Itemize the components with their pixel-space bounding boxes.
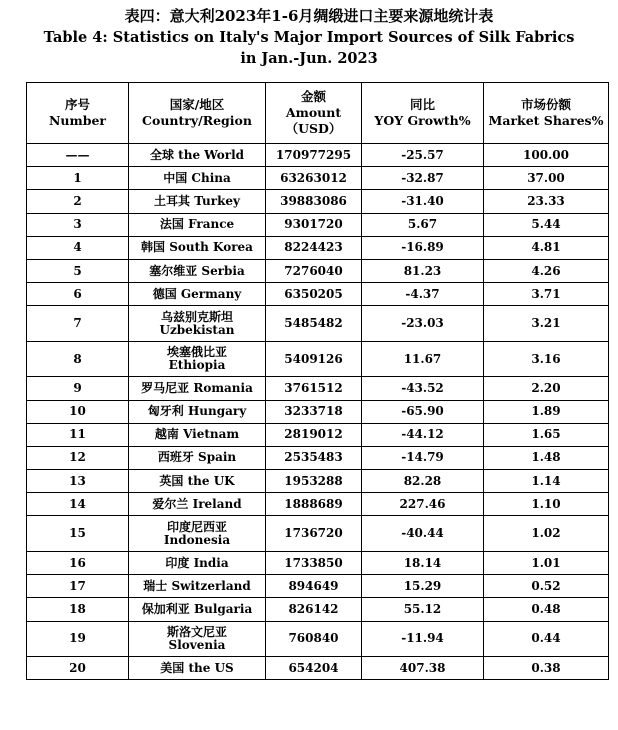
row-amount: 1733850 xyxy=(266,551,362,574)
country-zh: 美国 xyxy=(160,660,185,675)
country-zh: 英国 xyxy=(159,473,184,488)
title-block xyxy=(0,0,618,69)
row-amount: 1953288 xyxy=(266,470,362,493)
row-yoy: 407.38 xyxy=(362,657,484,680)
table-row xyxy=(27,657,609,680)
country-zh: 韩国 xyxy=(141,240,166,255)
country-en: Spain xyxy=(198,450,237,465)
country-en: Hungary xyxy=(187,404,247,419)
table-row xyxy=(27,283,609,306)
row-amount: 1888689 xyxy=(266,493,362,516)
table-row xyxy=(27,259,609,282)
row-yoy: -44.12 xyxy=(362,423,484,446)
row-number: 12 xyxy=(27,446,129,469)
row-yoy: 81.23 xyxy=(362,259,484,282)
header-share-en: Market Shares% xyxy=(488,113,604,128)
row-country xyxy=(129,598,266,621)
row-country xyxy=(129,377,266,400)
row-share: 0.44 xyxy=(484,621,609,657)
country-en: Romania xyxy=(193,380,253,395)
title-english-line1: Table 4: Statistics on Italy's Major Import Sources of Silk Fabrics xyxy=(43,29,575,46)
row-share: 1.65 xyxy=(484,423,609,446)
row-yoy: -23.03 xyxy=(362,306,484,342)
row-amount: 170977295 xyxy=(266,144,362,167)
country-zh: 法国 xyxy=(159,217,184,232)
row-country xyxy=(129,144,266,167)
row-amount: 8224423 xyxy=(266,236,362,259)
row-country xyxy=(129,167,266,190)
row-amount: 760840 xyxy=(266,621,362,657)
country-en: France xyxy=(188,217,235,232)
country-zh: 埃塞俄比亚 xyxy=(166,345,227,360)
row-number: 14 xyxy=(27,493,129,516)
row-number: 13 xyxy=(27,470,129,493)
row-amount: 39883086 xyxy=(266,190,362,213)
row-share: 1.14 xyxy=(484,470,609,493)
country-zh: 印度 xyxy=(165,555,190,570)
row-country xyxy=(129,259,266,282)
country-zh: 中国 xyxy=(163,170,188,185)
row-number: 19 xyxy=(27,621,129,657)
table-row xyxy=(27,470,609,493)
row-amount: 6350205 xyxy=(266,283,362,306)
row-number: 16 xyxy=(27,551,129,574)
row-yoy: -14.79 xyxy=(362,446,484,469)
row-number: 18 xyxy=(27,598,129,621)
table-row xyxy=(27,493,609,516)
header-yoy-en: YOY Growth% xyxy=(374,113,471,128)
country-en: the US xyxy=(188,660,234,675)
row-share: 1.89 xyxy=(484,400,609,423)
country-zh: 斯洛文尼亚 xyxy=(166,624,227,639)
row-share: 1.10 xyxy=(484,493,609,516)
table-row xyxy=(27,144,609,167)
row-share: 3.71 xyxy=(484,283,609,306)
country-en: South Korea xyxy=(169,240,253,255)
row-country xyxy=(129,657,266,680)
row-number: 17 xyxy=(27,575,129,598)
country-zh: 印度尼西亚 xyxy=(166,519,227,534)
row-share: 2.20 xyxy=(484,377,609,400)
row-yoy: 5.67 xyxy=(362,213,484,236)
country-en: Indonesia xyxy=(163,532,231,547)
row-country xyxy=(129,400,266,423)
country-en: Uzbekistan xyxy=(159,322,235,337)
row-amount: 7276040 xyxy=(266,259,362,282)
country-en: Germany xyxy=(180,286,242,301)
title-english-line2: in Jan.-Jun. 2023 xyxy=(240,50,378,67)
row-share: 23.33 xyxy=(484,190,609,213)
row-yoy: 82.28 xyxy=(362,470,484,493)
table-row xyxy=(27,551,609,574)
table-row xyxy=(27,341,609,377)
row-amount: 5409126 xyxy=(266,341,362,377)
header-amount xyxy=(266,83,362,144)
header-amount-en: Amount xyxy=(285,105,342,120)
table-row xyxy=(27,423,609,446)
header-number xyxy=(27,83,129,144)
row-number: 10 xyxy=(27,400,129,423)
country-en: the World xyxy=(178,147,245,162)
row-share: 3.16 xyxy=(484,341,609,377)
country-zh: 保加利亚 xyxy=(141,601,190,616)
row-yoy: -40.44 xyxy=(362,516,484,552)
table-row xyxy=(27,306,609,342)
row-amount: 2535483 xyxy=(266,446,362,469)
row-yoy: 227.46 xyxy=(362,493,484,516)
row-number: 11 xyxy=(27,423,129,446)
country-zh: 全球 xyxy=(149,147,174,162)
row-number: —— xyxy=(27,144,129,167)
row-amount: 9301720 xyxy=(266,213,362,236)
country-en: Bulgaria xyxy=(193,601,253,616)
country-en: China xyxy=(191,170,231,185)
row-amount: 63263012 xyxy=(266,167,362,190)
row-yoy: -4.37 xyxy=(362,283,484,306)
header-share xyxy=(484,83,609,144)
table-row xyxy=(27,236,609,259)
row-number: 20 xyxy=(27,657,129,680)
row-share: 0.48 xyxy=(484,598,609,621)
country-zh: 瑞士 xyxy=(143,578,168,593)
header-amount-zh: 金额 xyxy=(300,89,326,104)
row-yoy: 18.14 xyxy=(362,551,484,574)
header-number-zh: 序号 xyxy=(64,97,90,112)
row-share: 1.02 xyxy=(484,516,609,552)
row-number: 7 xyxy=(27,306,129,342)
row-country xyxy=(129,283,266,306)
table-row xyxy=(27,400,609,423)
row-number: 2 xyxy=(27,190,129,213)
header-country-zh: 国家/地区 xyxy=(169,97,225,112)
import-sources-table xyxy=(26,82,609,680)
row-yoy: 55.12 xyxy=(362,598,484,621)
table-row xyxy=(27,598,609,621)
country-en: Ireland xyxy=(192,496,242,511)
row-amount: 1736720 xyxy=(266,516,362,552)
row-yoy: -31.40 xyxy=(362,190,484,213)
row-share: 1.48 xyxy=(484,446,609,469)
row-country xyxy=(129,516,266,552)
row-amount: 3761512 xyxy=(266,377,362,400)
row-share: 3.21 xyxy=(484,306,609,342)
country-en: the UK xyxy=(187,473,235,488)
row-country xyxy=(129,213,266,236)
table-header-row xyxy=(27,83,609,144)
header-yoy xyxy=(362,83,484,144)
row-country xyxy=(129,493,266,516)
row-amount: 3233718 xyxy=(266,400,362,423)
country-zh: 西班牙 xyxy=(157,450,194,465)
row-country xyxy=(129,236,266,259)
row-country xyxy=(129,470,266,493)
row-share: 100.00 xyxy=(484,144,609,167)
header-share-zh: 市场份额 xyxy=(520,97,571,112)
country-zh: 乌兹别克斯坦 xyxy=(160,309,233,324)
row-number: 9 xyxy=(27,377,129,400)
country-en: Serbia xyxy=(201,263,245,278)
header-number-en: Number xyxy=(48,113,107,128)
table-row xyxy=(27,575,609,598)
country-en: Switzerland xyxy=(171,578,251,593)
table-row xyxy=(27,377,609,400)
row-yoy: -11.94 xyxy=(362,621,484,657)
row-number: 1 xyxy=(27,167,129,190)
row-amount: 654204 xyxy=(266,657,362,680)
row-amount: 2819012 xyxy=(266,423,362,446)
row-share: 4.26 xyxy=(484,259,609,282)
header-country xyxy=(129,83,266,144)
row-amount: 5485482 xyxy=(266,306,362,342)
country-zh: 德国 xyxy=(152,286,177,301)
country-zh: 越南 xyxy=(154,427,179,442)
table-row xyxy=(27,516,609,552)
country-zh: 爱尔兰 xyxy=(152,496,189,511)
row-country xyxy=(129,341,266,377)
country-en: Vietnam xyxy=(183,427,240,442)
row-country xyxy=(129,575,266,598)
row-number: 5 xyxy=(27,259,129,282)
row-share: 0.52 xyxy=(484,575,609,598)
row-country xyxy=(129,190,266,213)
row-yoy: 15.29 xyxy=(362,575,484,598)
country-zh: 匈牙利 xyxy=(147,404,184,419)
row-yoy: -43.52 xyxy=(362,377,484,400)
row-yoy: -16.89 xyxy=(362,236,484,259)
row-yoy: -32.87 xyxy=(362,167,484,190)
country-en: Turkey xyxy=(194,193,240,208)
table-row xyxy=(27,190,609,213)
country-en: India xyxy=(193,555,229,570)
row-amount: 894649 xyxy=(266,575,362,598)
row-number: 8 xyxy=(27,341,129,377)
table-row xyxy=(27,621,609,657)
title-chinese: 表四：意大利2023年1-6月绸缎进口主要来源地统计表 xyxy=(124,7,494,25)
row-amount: 826142 xyxy=(266,598,362,621)
row-number: 3 xyxy=(27,213,129,236)
row-share: 5.44 xyxy=(484,213,609,236)
table-row xyxy=(27,213,609,236)
country-zh: 塞尔维亚 xyxy=(149,263,198,278)
row-yoy: 11.67 xyxy=(362,341,484,377)
row-share: 4.81 xyxy=(484,236,609,259)
row-yoy: -25.57 xyxy=(362,144,484,167)
country-zh: 土耳其 xyxy=(154,193,191,208)
country-zh: 罗马尼亚 xyxy=(141,380,190,395)
header-country-en: Country/Region xyxy=(142,113,252,128)
row-yoy: -65.90 xyxy=(362,400,484,423)
row-number: 15 xyxy=(27,516,129,552)
header-yoy-zh: 同比 xyxy=(409,97,435,112)
table-row xyxy=(27,167,609,190)
row-share: 0.38 xyxy=(484,657,609,680)
header-amount-unit: （USD） xyxy=(285,121,342,136)
row-share: 37.00 xyxy=(484,167,609,190)
table-row xyxy=(27,446,609,469)
row-country xyxy=(129,306,266,342)
country-en: Slovenia xyxy=(168,637,226,652)
row-share: 1.01 xyxy=(484,551,609,574)
row-number: 6 xyxy=(27,283,129,306)
row-country xyxy=(129,423,266,446)
row-country xyxy=(129,446,266,469)
row-country xyxy=(129,551,266,574)
row-number: 4 xyxy=(27,236,129,259)
row-country xyxy=(129,621,266,657)
country-en: Ethiopia xyxy=(168,358,226,373)
